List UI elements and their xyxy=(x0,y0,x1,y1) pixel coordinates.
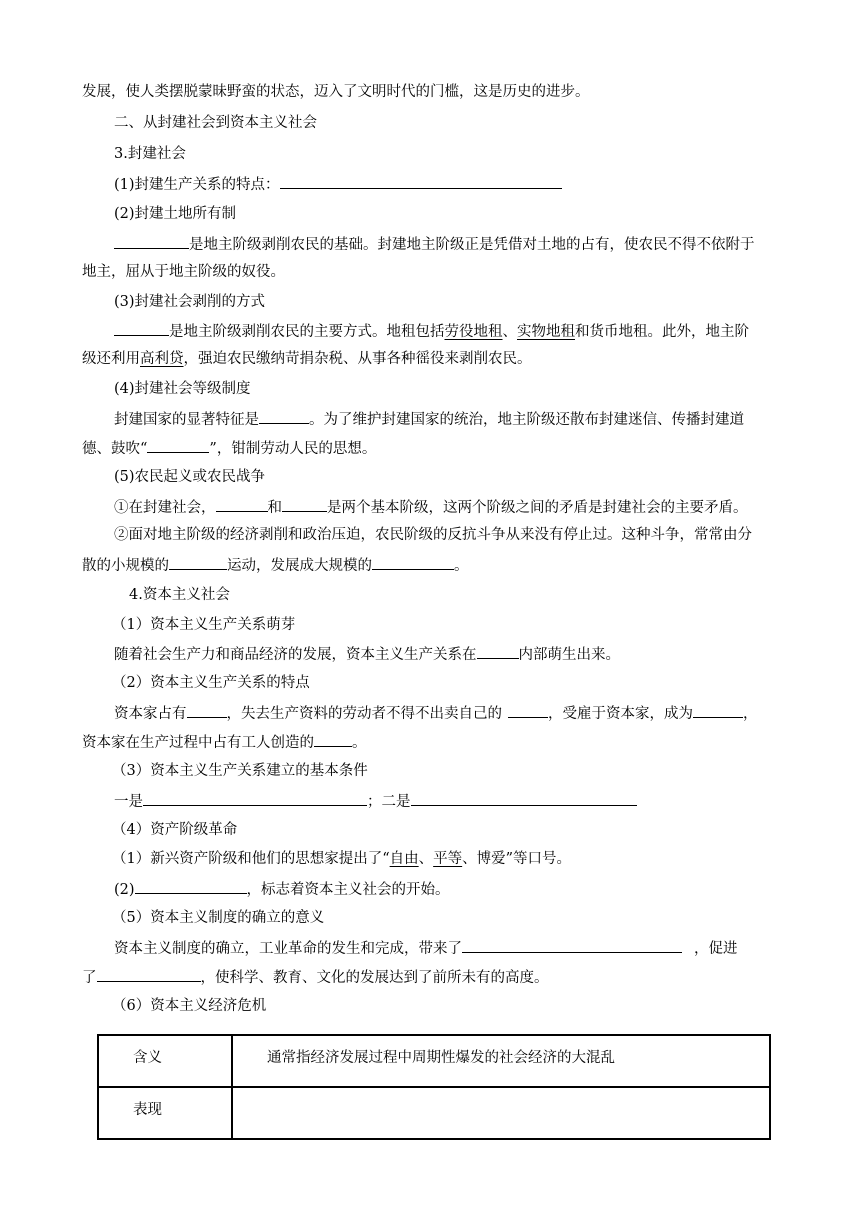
text: (1)封建生产关系的特点： xyxy=(114,177,280,193)
text: ，标志着资本主义社会的开始。 xyxy=(246,882,450,898)
text: 是地主阶级剥削农民的基础。封建地主阶级正是凭借对土地的占有，使农民不得不依附于 xyxy=(189,237,755,253)
subsection-heading xyxy=(129,585,829,605)
text: 地主，屈从于地主阶级的奴役。 xyxy=(82,264,285,280)
text: 发展，使人类摆脱蒙昧野蛮的状态，迈入了文明时代的门槛，这是历史的进步。 xyxy=(82,84,590,100)
text: (4)封建社会等级制度 xyxy=(114,381,251,397)
answer-blank[interactable] xyxy=(280,173,562,189)
text: 、 xyxy=(418,851,434,867)
answer-blank[interactable] xyxy=(282,496,327,512)
text: 运动，发展成大规模的 xyxy=(227,558,372,574)
text: （1）新兴资产阶级和他们的思想家提出了“ xyxy=(112,851,390,867)
text: ，使科学、教育、文化的发展达到了前所未有的高度。 xyxy=(200,970,549,986)
text: 、 xyxy=(502,324,517,340)
text: 封建国家的显著特征是 xyxy=(114,412,259,428)
text: (3)封建社会剥削的方式 xyxy=(114,294,266,310)
answer-blank[interactable] xyxy=(147,437,209,453)
paragraph-line xyxy=(114,702,814,724)
text: 和 xyxy=(267,500,282,516)
text: 散的小规模的 xyxy=(82,558,169,574)
paragraph-line xyxy=(114,233,782,255)
text: 资本主义制度的确立，工业革命的发生和完成，带来了 xyxy=(114,941,462,957)
paragraph-line xyxy=(82,731,782,753)
text: ”，钳制劳动人民的思想。 xyxy=(209,441,377,457)
underlined-term: 劳役地租 xyxy=(444,324,503,340)
table-cell-content: 通常指经济发展过程中周期性爆发的社会经济的大混乱 xyxy=(232,1035,770,1087)
text: （1）资本主义生产关系萌芽 xyxy=(112,617,296,633)
text: （4）资产阶级革命 xyxy=(112,822,238,838)
text: ， xyxy=(743,706,758,722)
paragraph-line xyxy=(114,496,814,518)
paragraph-line xyxy=(114,790,814,812)
answer-blank[interactable] xyxy=(114,233,189,249)
text: 资本家占有 xyxy=(114,706,187,722)
answer-blank[interactable] xyxy=(135,878,247,894)
paragraph-line xyxy=(112,849,812,869)
paragraph-line xyxy=(82,437,782,459)
text: (2) xyxy=(114,882,135,898)
text: 。 xyxy=(454,558,469,574)
item-heading xyxy=(112,820,812,840)
item-heading xyxy=(112,996,812,1016)
text: 了 xyxy=(82,970,97,986)
item-heading xyxy=(112,761,812,781)
text: (2)封建土地所有制 xyxy=(114,206,237,222)
text: 随着社会生产力和商品经济的发展，资本主义生产关系在 xyxy=(114,647,477,663)
text: 、博爱”等口号。 xyxy=(462,851,572,867)
text: 级还利用 xyxy=(82,351,140,367)
paragraph-line xyxy=(82,262,782,282)
underlined-term: 自由 xyxy=(389,851,419,867)
table-cell-answer[interactable] xyxy=(232,1087,770,1139)
answer-blank[interactable] xyxy=(259,408,309,424)
text: （6）资本主义经济危机 xyxy=(112,998,267,1014)
text: ，失去生产资料的劳动者不得不出卖自己的 xyxy=(226,706,502,722)
text: 二、从封建社会到资本主义社会 xyxy=(114,115,317,131)
text: 4.资本主义社会 xyxy=(129,587,230,603)
item-heading xyxy=(114,204,814,224)
text: ②面对地主阶级的经济剥削和政治压迫，农民阶级的反抗斗争从来没有停止过。这种斗争，常常由分 xyxy=(114,527,752,543)
paragraph-line xyxy=(114,643,814,665)
text: 德、鼓吹“ xyxy=(82,441,148,457)
underlined-term: 高利贷 xyxy=(140,351,184,367)
answer-blank[interactable] xyxy=(187,702,227,718)
text: 一是 xyxy=(114,794,143,810)
item-heading xyxy=(112,673,812,693)
subsection-heading xyxy=(114,144,814,164)
answer-blank[interactable] xyxy=(477,643,519,659)
answer-blank[interactable] xyxy=(508,702,548,718)
text: 是两个基本阶级，这两个阶级之间的矛盾是封建社会的主要矛盾。 xyxy=(327,500,748,516)
answer-blank[interactable] xyxy=(97,966,201,982)
text: 。 xyxy=(352,735,367,751)
answer-blank[interactable] xyxy=(372,554,454,570)
item-heading xyxy=(114,467,814,487)
item-heading xyxy=(112,615,812,635)
table-row xyxy=(98,1087,770,1139)
economic-crisis-table xyxy=(97,1034,771,1140)
paragraph-line xyxy=(114,408,814,430)
table-cell-label: 表现 xyxy=(98,1087,232,1139)
answer-blank[interactable] xyxy=(169,554,227,570)
underlined-term: 实物地租 xyxy=(517,324,575,340)
paragraph-line xyxy=(114,525,814,545)
text: 和货币地租。此外，地主阶 xyxy=(575,324,749,340)
item-heading xyxy=(114,379,814,399)
text: ①在封建社会， xyxy=(114,500,216,516)
answer-blank[interactable] xyxy=(693,702,743,718)
table-row xyxy=(98,1035,770,1087)
paragraph-line xyxy=(82,966,782,988)
text: 。为了维护封建国家的统治，地主阶级还散布封建迷信、传播封建道 xyxy=(309,412,744,428)
item-heading xyxy=(112,908,812,928)
answer-blank[interactable] xyxy=(114,320,169,336)
table-cell-label: 含义 xyxy=(98,1035,232,1087)
question-line xyxy=(114,173,814,195)
answer-blank[interactable] xyxy=(314,731,352,747)
paragraph-line xyxy=(114,878,814,900)
paragraph-line xyxy=(82,82,782,102)
text: (5)农民起义或农民战争 xyxy=(114,469,266,485)
answer-blank[interactable] xyxy=(411,790,637,806)
answer-blank[interactable] xyxy=(216,496,268,512)
item-heading xyxy=(114,292,814,312)
text: （5）资本主义制度的确立的意义 xyxy=(112,910,325,926)
text: ，促进 xyxy=(694,941,738,957)
underlined-term: 平等 xyxy=(433,851,463,867)
answer-blank[interactable] xyxy=(462,937,682,953)
section-heading xyxy=(114,113,814,133)
text: 3.封建社会 xyxy=(114,146,186,162)
paragraph-line xyxy=(82,349,782,369)
paragraph-line xyxy=(114,320,814,342)
paragraph-line xyxy=(82,554,782,576)
text: ；二是 xyxy=(367,794,411,810)
text: 是地主阶级剥削农民的主要方式。地租包括 xyxy=(169,324,445,340)
answer-blank[interactable] xyxy=(143,790,367,806)
text: （3）资本主义生产关系建立的基本条件 xyxy=(112,763,368,779)
text: ，强迫农民缴纳苛捐杂税、从事各种徭役来剥削农民。 xyxy=(183,351,532,367)
paragraph-line xyxy=(114,937,782,959)
text: （2）资本主义生产关系的特点 xyxy=(112,675,310,691)
text: ，受雇于资本家，成为 xyxy=(548,706,693,722)
text: 内部萌生出来。 xyxy=(518,647,620,663)
text: 资本家在生产过程中占有工人创造的 xyxy=(82,735,314,751)
